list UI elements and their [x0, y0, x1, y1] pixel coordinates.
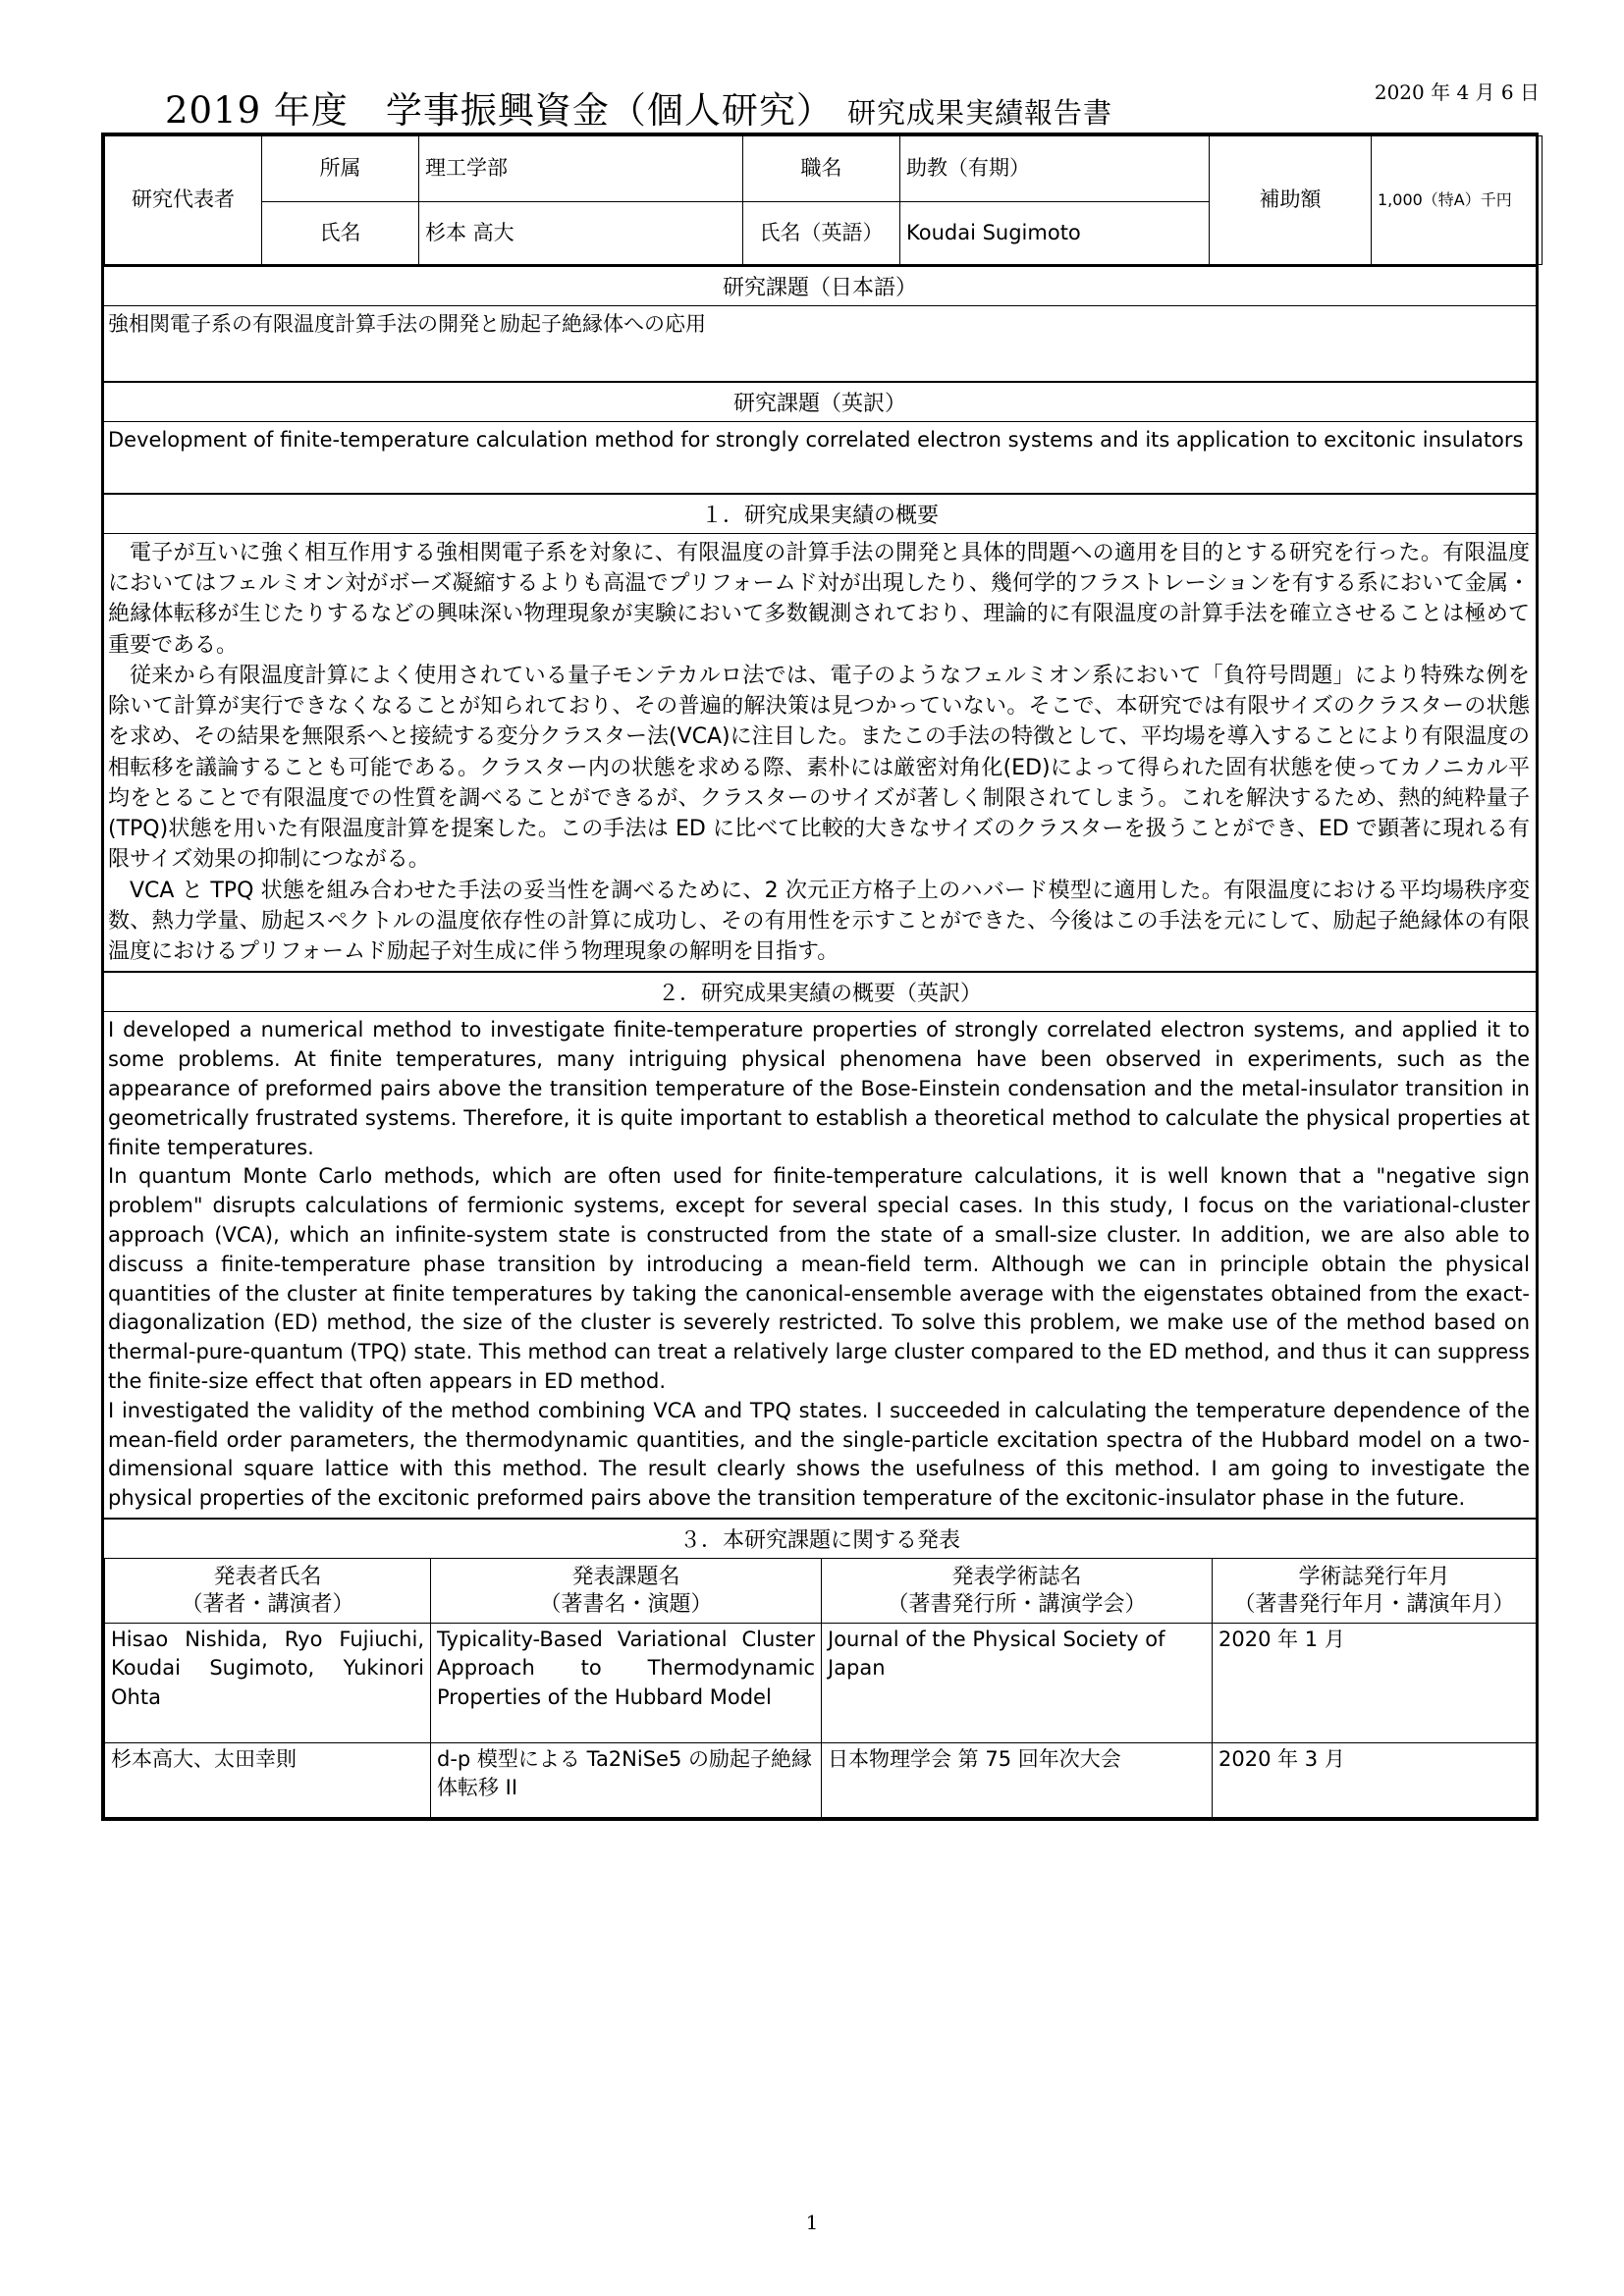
summary-en-heading: ２．研究成果実績の概要（英訳） [104, 973, 1536, 1012]
pub-venue: 日本物理学会 第 75 回年次大会 [822, 1743, 1213, 1818]
summary-en-section [104, 971, 1536, 1518]
table-row [105, 1743, 1537, 1818]
pub-authors: Hisao Nishida, Ryo Fujiuchi, Koudai Sugimoto, Yukinori Ohta [105, 1624, 431, 1743]
name-en-value: Koudai Sugimoto [900, 202, 1210, 265]
col-header-date [1213, 1559, 1537, 1624]
col-header-sub: （著書発行所・講演学会） [887, 1591, 1147, 1617]
pub-venue: Journal of the Physical Society of Japan [822, 1624, 1213, 1743]
summary-en-paragraph: I developed a numerical method to investigate finite-temperature properties of strongly correlated electron systems, and applied it to some problems. At finite temperatures, many intriguing physical phenomena have been observed in experiments, such as the appearance of preformed pairs above the transition temperature of the Bose-Einstein condensation and the metal-insulator transition in geometrically frustrated systems. Therefore, it is quite important to establish a theoretical method to calculate the physical properties at finite temperatures. [108, 1018, 1530, 1159]
col-header-main: 学術誌発行年月 [1298, 1565, 1450, 1590]
affiliation-label: 所属 [262, 136, 419, 202]
document-title [165, 80, 1112, 133]
summary-en-paragraph: I investigated the validity of the method combining VCA and TPQ states. I succeeded in calculating the temperature dependence of the mean-field order parameters, the thermodynamic quantities, and the single-particle excitation spectra of the Hubbard model on a two-dimensional square lattice with this method. The result clearly shows the usefulness of this method. I am going to investigate the physical properties of the excitonic preformed pairs above the transition temperature of the excitonic-insulator phase in the future. [108, 1398, 1530, 1511]
grant-label: 補助額 [1210, 136, 1372, 265]
publications-heading: ３．本研究課題に関する発表 [678, 1528, 960, 1554]
pub-title: d-p 模型による Ta2NiSe5 の励起子絶縁体転移 II [431, 1743, 822, 1818]
col-header-main: 発表課題名 [571, 1565, 680, 1590]
position-label: 職名 [743, 136, 900, 202]
publications-section [104, 1518, 1536, 1818]
affiliation-value: 理工学部 [419, 136, 743, 202]
col-header-venue [822, 1559, 1213, 1624]
pub-date: 2020 年 1 月 [1213, 1624, 1537, 1743]
info-table [104, 135, 1543, 265]
table-row [105, 1624, 1537, 1743]
name-value: 杉本 高大 [419, 202, 743, 265]
name-en-label: 氏名（英語） [743, 202, 900, 265]
title-subtitle: 研究成果実績報告書 [846, 96, 1112, 130]
topic-en-text: Development of finite-temperature calculation method for strongly correlated electron systems and its application to excitonic insulators [108, 428, 1524, 452]
report-form [101, 133, 1539, 1821]
summary-en-body [104, 1012, 1536, 1518]
topic-jp-heading: 研究課題（日本語） [104, 267, 1536, 306]
topic-en-section [104, 381, 1536, 493]
pub-date: 2020 年 3 月 [1213, 1743, 1537, 1818]
report-date: 2020 年 4 月 6 日 [1374, 80, 1540, 104]
representative-label: 研究代表者 [105, 136, 262, 265]
col-header-sub: （著書名・演題） [539, 1591, 713, 1617]
name-label: 氏名 [262, 202, 419, 265]
summary-jp-section [104, 493, 1536, 971]
title-main: 2019 年度 学事振興資金（個人研究） [165, 89, 834, 132]
col-header-main: 発表学術誌名 [951, 1565, 1082, 1590]
col-header-main: 発表者氏名 [213, 1565, 322, 1590]
col-header-sub: （著書発行年月・講演年月） [1233, 1591, 1515, 1617]
summary-jp-heading: １．研究成果実績の概要 [104, 495, 1536, 534]
pub-title: Typicality-Based Variational Cluster Approach to Thermodynamic Properties of the Hubbard Model [431, 1624, 822, 1743]
topic-jp-text: 強相関電子系の有限温度計算手法の開発と励起子絶縁体への応用 [108, 312, 706, 336]
topic-jp-section [104, 265, 1536, 381]
publications-table [104, 1558, 1537, 1818]
summary-jp-paragraph: VCA と TPQ 状態を組み合わせた手法の妥当性を調べるために、2 次元正方格子上のハバード模型に適用した。有限温度における平均場秩序変数、熱力学量、励起スペクトルの温度依存性の計算に成功し、その有用性を示すことができた、今後はこの手法を元にして、励起子絶縁体の有限温度におけるプリフォームド励起子対生成に伴う物理現象の解明を目指す。 [108, 878, 1530, 965]
col-header-authors [105, 1559, 431, 1624]
summary-en-paragraph: In quantum Monte Carlo methods, which are often used for finite-temperature calculations, it is well known that a "negative sign problem" disrupts calculations of fermionic systems, except for several special cases. In this study, I focus on the variational-cluster approach (VCA), which an infinite-system state is constructed from the state of a small-size cluster. In addition, we are also able to discuss a finite-temperature phase transition by introducing a mean-field term. Although we can in principle obtain the physical quantities of the cluster at finite temperatures by taking the canonical-ensemble average with the eigenstates obtained from the exact-diagonalization (ED) method, the size of the cluster is severely restricted. To solve this problem, we make use of the method based on thermal-pure-quantum (TPQ) state. This method can treat a relatively large cluster compared to the ED method, and thus it can suppress the finite-size effect that often appears in ED method. [108, 1164, 1530, 1394]
col-header-sub: （著者・講演者） [181, 1591, 354, 1617]
pub-authors: 杉本高大、太田幸則 [105, 1743, 431, 1818]
page-number: 1 [805, 2211, 819, 2234]
summary-jp-paragraph: 電子が互いに強く相互作用する強相関電子系を対象に、有限温度の計算手法の開発と具体的問題への適用を目的とする研究を行った。有限温度においてはフェルミオン対がボーズ凝縮するよりも高温でプリフォームド対が出現したり、幾何学的フラストレーションを有する系において金属・絶縁体転移が生じたりするなどの興味深い物理現象が実験において多数観測されており、理論的に有限温度の計算手法を確立させることは極めて重要である。 [108, 541, 1530, 658]
position-value: 助教（有期） [900, 136, 1210, 202]
col-header-title [431, 1559, 822, 1624]
topic-en-heading: 研究課題（英訳） [104, 383, 1536, 422]
summary-jp-body [104, 534, 1536, 971]
grant-amount: 1,000（特A）千円 [1372, 136, 1543, 265]
summary-jp-paragraph: 従来から有限温度計算によく使用されている量子モンテカルロ法では、電子のようなフェルミオン系において「負符号問題」により特殊な例を除いて計算が実行できなくなることが知られており、その普遍的解決策は見つかっていない。そこで、本研究では有限サイズのクラスターの状態を求め、その結果を無限系へと接続する変分クラスター法(VCA)に注目した。またこの手法の特徴として、平均場を導入することにより有限温度の相転移を議論することも可能である。クラスター内の状態を求める際、素朴には厳密対角化(ED)によって得られた固有状態を使ってカノニカル平均をとることで有限温度での性質を調べることができるが、クラスターのサイズが著しく制限されてしまう。これを解決するため、熱的純粋量子(TPQ)状態を用いた有限温度計算を提案した。この手法は ED に比べて比較的大きなサイズのクラスターを扱うことができ、ED で顕著に現れる有限サイズ効果の抑制につながる。 [108, 663, 1530, 873]
